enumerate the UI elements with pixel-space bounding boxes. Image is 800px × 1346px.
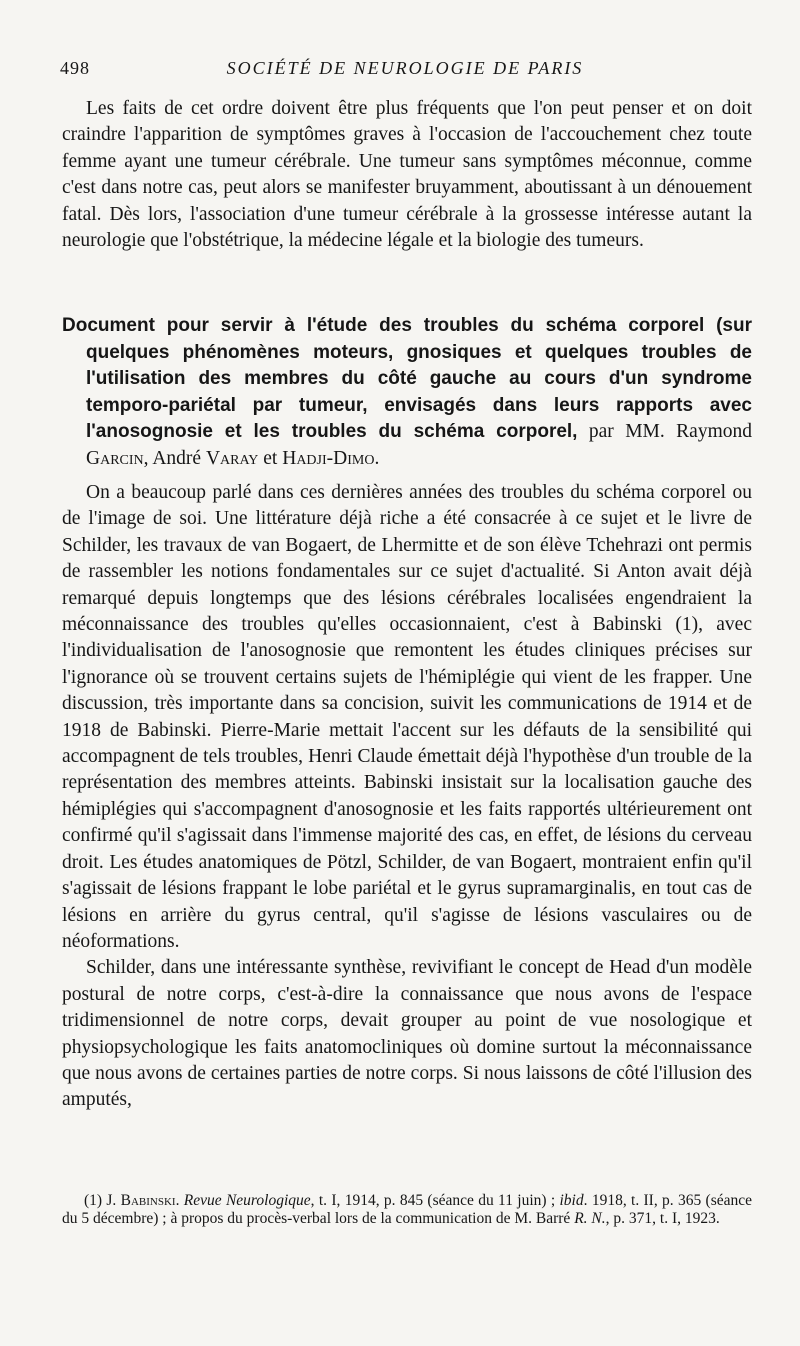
footnote-rest-1: , t. I, 1914, p. 845 (séance du 11 juin) ; bbox=[310, 1192, 560, 1209]
body-paragraph-2: Schilder, dans une intéressante synthèse, revivifiant le concept de Head d'un modèle postural de notre corps, c'est-à-dire la connaissance que nous avons de l'espace tridimensionnel de notre corps, devait grouper au point de vue nosologique et physiopsychologique les faits anatomocliniques où domine surtout la méconnaissance que nous avons de certaines parties de notre corps. Si nous laissons de côté l'illusion des amputés, bbox=[62, 957, 752, 1111]
author-garcin: Garcin bbox=[86, 447, 144, 469]
footnote-rest-2: . 1918, t. II, p. 365 (séance du 5 décembre) ; à propos du procès-verbal lors de la communication de M. Barré bbox=[62, 1192, 753, 1227]
byline-prefix: par MM. Raymond bbox=[577, 421, 753, 443]
footnote-marker: (1) J. bbox=[84, 1192, 121, 1209]
running-head bbox=[60, 58, 750, 84]
byline-end: . bbox=[374, 447, 380, 469]
intro-section bbox=[62, 96, 752, 254]
footnote bbox=[62, 1192, 752, 1228]
running-title: SOCIÉTÉ DE NEUROLOGIE DE PARIS bbox=[226, 58, 584, 78]
footnote-1 bbox=[62, 1192, 752, 1228]
author-varay: Varay bbox=[205, 447, 259, 469]
footnote-rn: R. N. bbox=[574, 1210, 606, 1227]
article-heading bbox=[62, 313, 752, 473]
footnote-rest-3: , p. 371, t. I, 1923. bbox=[605, 1210, 720, 1227]
footnote-author: Babinski bbox=[120, 1192, 176, 1209]
page-number: 498 bbox=[60, 58, 90, 78]
intro-paragraph: Les faits de cet ordre doivent être plus fréquents que l'on peut penser et on doit craindre l'apparition de symptômes graves à l'occasion de l'accouchement chez toute femme ayant une tumeur cérébrale. Une tumeur sans symptômes méconnue, comme c'est dans notre cas, peut alors se manifester bruyamment, aboutissant à un dénouement fatal. Dès lors, l'association d'une tumeur cérébrale à la grossesse intéresse autant la neurologie que l'obstétrique, la médecine légale et la biologie des tumeurs. bbox=[62, 98, 752, 252]
author-hadji-dimo: Hadji-Dimo bbox=[282, 447, 375, 469]
footnote-ibid: ibid bbox=[559, 1192, 584, 1209]
article-body bbox=[62, 480, 752, 1114]
byline-mid-2: et bbox=[258, 447, 283, 469]
footnote-journal: Revue Neurologique bbox=[183, 1192, 311, 1209]
footnote-sep: . bbox=[175, 1192, 184, 1209]
article-title: Document pour servir à l'étude des troubles du schéma corporel (sur quelques phénomènes moteurs, gnosiques et quelques troubles de l'utilisation des membres du côté gauche au cours d'un syndrome temporo-pariétal par tumeur, envisagés dans leurs rapports avec l'anosognosie et les troubles du schéma corporel, bbox=[62, 315, 752, 443]
body-paragraph-1: On a beaucoup parlé dans ces dernières années des troubles du schéma corporel ou de l'image de soi. Une littérature déjà riche a été consacrée à ce sujet et le livre de Schilder, les travaux de van Bogaert, de Lhermitte et de son élève Tchehrazi ont permis de rassembler les notions fondamentales sur ce sujet d'actualité. Si Anton avait déjà remarqué depuis longtemps que des lésions cérébrales localisées engendraient la méconnaissance des troubles qu'elles occasionnaient, c'est à Babinski (1), avec l'individualisation de l'anosognosie que remontent les études cliniques précises sur l'ignorance où se trouvent certains sujets de l'hémiplégie qui vient de les frapper. Une discussion, très importante dans sa concision, suivit les communications de 1914 et de 1918 de Babinski. Pierre-Marie mettait l'accent sur les défauts de la sensibilité qui accompagnent de tels troubles, Henri Claude émettait déjà l'hypothèse d'un trouble de la représentation des membres atteints. Babinski insistait sur la localisation gauche des hémiplégies qui s'accompagnent d'anosognosie et les faits rapportés ultérieurement ont confirmé qu'il s'agissait dans l'immense majorité des cas, en effet, de lésions du cerveau droit. Les études anatomiques de Pötzl, Schilder, de van Bogaert, montraient enfin qu'il s'agissait de lésions frappant le lobe pariétal et le gyrus supramarginalis, en tout cas de lésions en arrière du gyrus central, qu'il s'agisse de lésions vasculaires ou de néoformations. bbox=[62, 482, 752, 952]
byline-mid-1: , André bbox=[143, 447, 206, 469]
